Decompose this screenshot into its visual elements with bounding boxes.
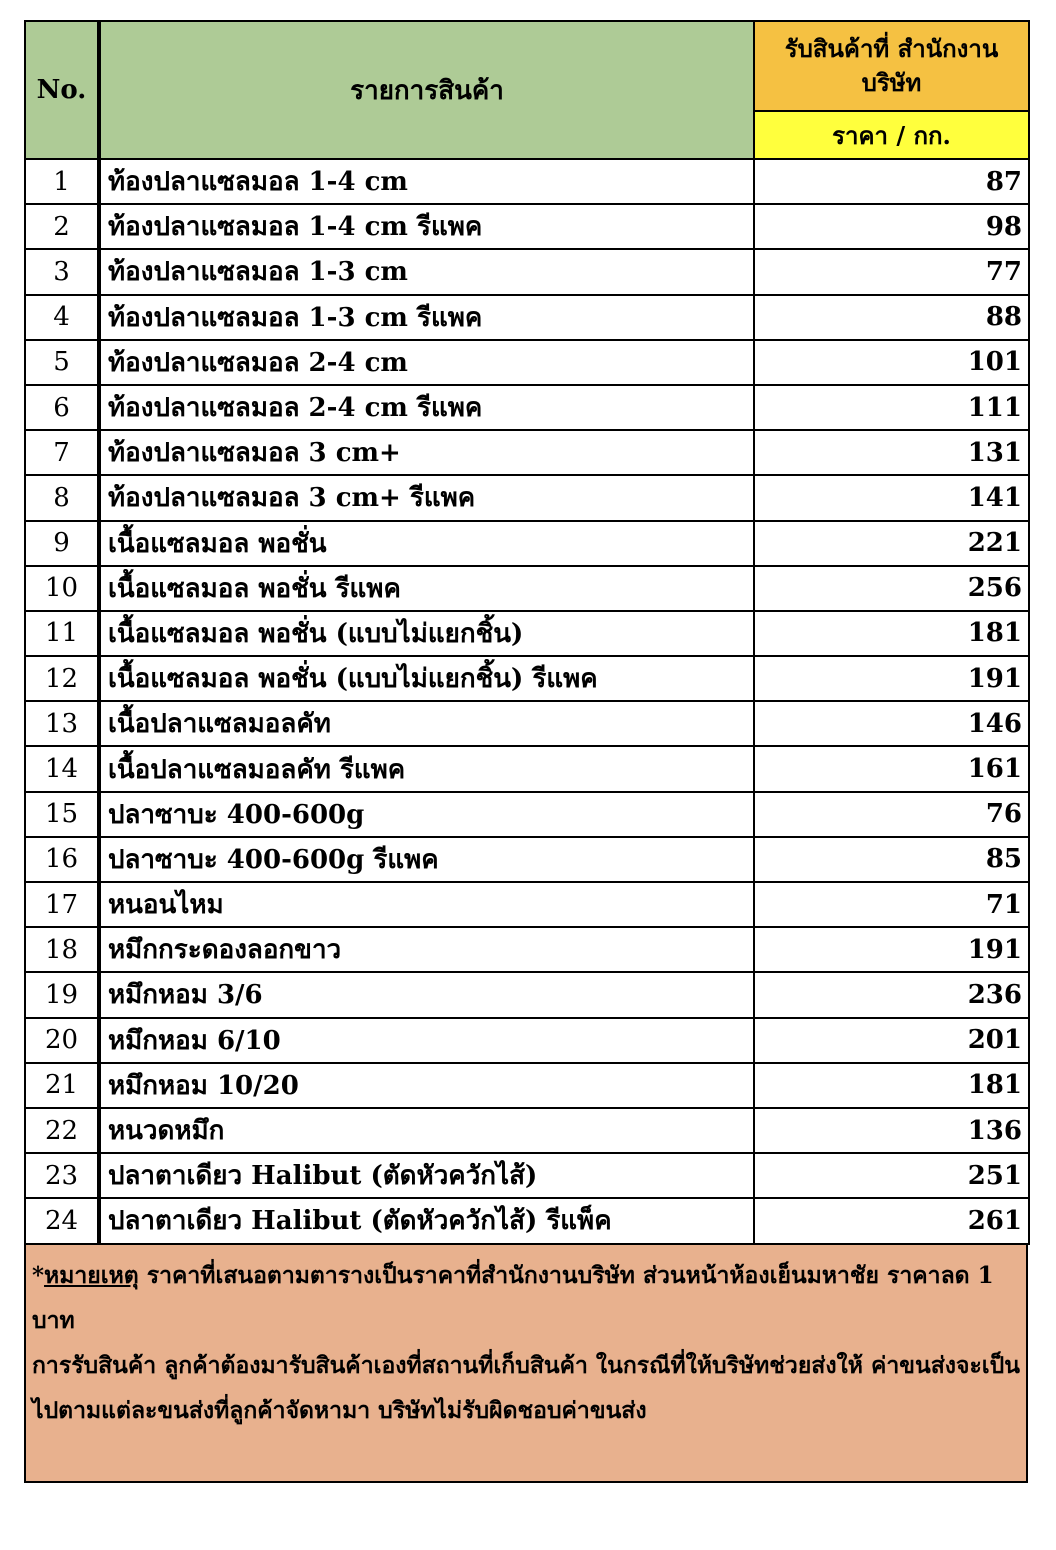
row-item-name: หมึกหอม 6/10 [99, 1018, 754, 1063]
table-row [25, 746, 1029, 791]
row-number: 10 [25, 566, 99, 611]
remark-text-2: การรับสินค้า ลูกค้าต้องมารับสินค้าเองที่สถานที่เก็บสินค้า ในกรณีที่ให้บริษัทช่วยส่งให้ ค่าขนส่งจะเป็นไปตามแต่ละขนส่งที่ลูกค้าจัดหามา บริษัทไม่รับผิดชอบค่าขนส่ง [32, 1351, 1020, 1424]
row-item-name: ปลาซาบะ 400-600g รีแพค [99, 837, 754, 882]
table-row [25, 249, 1029, 294]
row-item-name: เนื้อแซลมอล พอชั่น (แบบไม่แยกชิ้น) รีแพค [99, 656, 754, 701]
row-item-name: ท้องปลาแซลมอล 3 cm+ รีแพค [99, 475, 754, 520]
row-item-name: ท้องปลาแซลมอล 3 cm+ [99, 430, 754, 475]
price-table-body [25, 159, 1029, 1244]
row-price: 136 [754, 1108, 1029, 1153]
row-number: 21 [25, 1063, 99, 1108]
row-number: 19 [25, 972, 99, 1017]
row-item-name: ปลาตาเดียว Halibut (ตัดหัวควักไส้) [99, 1153, 754, 1198]
row-price: 76 [754, 792, 1029, 837]
row-item-name: ปลาตาเดียว Halibut (ตัดหัวควักไส้) รีแพ็ค [99, 1198, 754, 1243]
row-price: 87 [754, 159, 1029, 204]
row-price: 221 [754, 521, 1029, 566]
row-item-name: ท้องปลาแซลมอล 1-4 cm [99, 159, 754, 204]
row-number: 15 [25, 792, 99, 837]
row-price: 88 [754, 295, 1029, 340]
row-item-name: เนื้อแซลมอล พอชั่น รีแพค [99, 566, 754, 611]
row-number: 4 [25, 295, 99, 340]
table-row [25, 837, 1029, 882]
row-item-name: หมึกหอม 3/6 [99, 972, 754, 1017]
row-number: 18 [25, 927, 99, 972]
remark-asterisk: * [32, 1261, 45, 1289]
row-number: 20 [25, 1018, 99, 1063]
table-row [25, 159, 1029, 204]
row-item-name: ปลาซาบะ 400-600g [99, 792, 754, 837]
row-number: 5 [25, 340, 99, 385]
row-item-name: เนื้อปลาแซลมอลคัท [99, 701, 754, 746]
row-price: 181 [754, 1063, 1029, 1108]
row-price: 161 [754, 746, 1029, 791]
row-price: 85 [754, 837, 1029, 882]
row-number: 8 [25, 475, 99, 520]
header-office-pickup: รับสินค้าที่ สำนักงานบริษัท [754, 21, 1029, 111]
table-row [25, 1108, 1029, 1153]
row-number: 12 [25, 656, 99, 701]
row-item-name: เนื้อแซลมอล พอชั่น (แบบไม่แยกชิ้น) [99, 611, 754, 656]
row-price: 111 [754, 385, 1029, 430]
remark-text-1: ราคาที่เสนอตามตารางเป็นราคาที่สำนักงานบริษัท ส่วนหน้าห้องเย็นมหาชัย ราคาลด 1 บาท [32, 1261, 994, 1334]
table-row [25, 204, 1029, 249]
row-item-name: เนื้อปลาแซลมอลคัท รีแพค [99, 746, 754, 791]
header-no: No. [25, 21, 99, 159]
table-row [25, 521, 1029, 566]
row-number: 11 [25, 611, 99, 656]
row-item-name: ท้องปลาแซลมอล 1-4 cm รีแพค [99, 204, 754, 249]
row-price: 101 [754, 340, 1029, 385]
table-row [25, 566, 1029, 611]
row-price: 256 [754, 566, 1029, 611]
row-number: 17 [25, 882, 99, 927]
row-item-name: หนอนไหม [99, 882, 754, 927]
row-price: 146 [754, 701, 1029, 746]
row-item-name: หนวดหมึก [99, 1108, 754, 1153]
row-item-name: ท้องปลาแซลมอล 2-4 cm รีแพค [99, 385, 754, 430]
price-list-sheet [24, 20, 1028, 1483]
remark-box [24, 1245, 1028, 1483]
row-number: 9 [25, 521, 99, 566]
table-row [25, 927, 1029, 972]
table-row [25, 792, 1029, 837]
row-price: 181 [754, 611, 1029, 656]
table-row [25, 972, 1029, 1017]
table-row [25, 385, 1029, 430]
row-number: 3 [25, 249, 99, 294]
row-item-name: หมึกหอม 10/20 [99, 1063, 754, 1108]
table-row [25, 1063, 1029, 1108]
row-price: 191 [754, 927, 1029, 972]
row-number: 13 [25, 701, 99, 746]
row-number: 22 [25, 1108, 99, 1153]
table-row [25, 656, 1029, 701]
header-price-per-kg: ราคา / กก. [754, 111, 1029, 159]
row-price: 261 [754, 1198, 1029, 1243]
row-number: 2 [25, 204, 99, 249]
row-price: 201 [754, 1018, 1029, 1063]
header-item: รายการสินค้า [99, 21, 754, 159]
row-item-name: เนื้อแซลมอล พอชั่น [99, 521, 754, 566]
row-price: 71 [754, 882, 1029, 927]
row-number: 24 [25, 1198, 99, 1243]
row-price: 191 [754, 656, 1029, 701]
remark-line-1 [32, 1253, 1020, 1343]
row-price: 131 [754, 430, 1029, 475]
table-row [25, 1198, 1029, 1243]
row-price: 236 [754, 972, 1029, 1017]
table-row [25, 295, 1029, 340]
row-price: 98 [754, 204, 1029, 249]
row-number: 14 [25, 746, 99, 791]
row-price: 141 [754, 475, 1029, 520]
row-number: 7 [25, 430, 99, 475]
remark-title: หมายเหตุ [44, 1261, 139, 1289]
table-row [25, 882, 1029, 927]
row-item-name: หมึกกระดองลอกขาว [99, 927, 754, 972]
row-item-name: ท้องปลาแซลมอล 2-4 cm [99, 340, 754, 385]
table-row [25, 475, 1029, 520]
row-item-name: ท้องปลาแซลมอล 1-3 cm รีแพค [99, 295, 754, 340]
row-number: 16 [25, 837, 99, 882]
row-price: 77 [754, 249, 1029, 294]
table-row [25, 701, 1029, 746]
row-number: 23 [25, 1153, 99, 1198]
row-number: 6 [25, 385, 99, 430]
table-row [25, 611, 1029, 656]
table-row [25, 430, 1029, 475]
price-table [24, 20, 1030, 1245]
table-row [25, 1018, 1029, 1063]
table-row [25, 1153, 1029, 1198]
table-row [25, 340, 1029, 385]
row-price: 251 [754, 1153, 1029, 1198]
row-item-name: ท้องปลาแซลมอล 1-3 cm [99, 249, 754, 294]
row-number: 1 [25, 159, 99, 204]
